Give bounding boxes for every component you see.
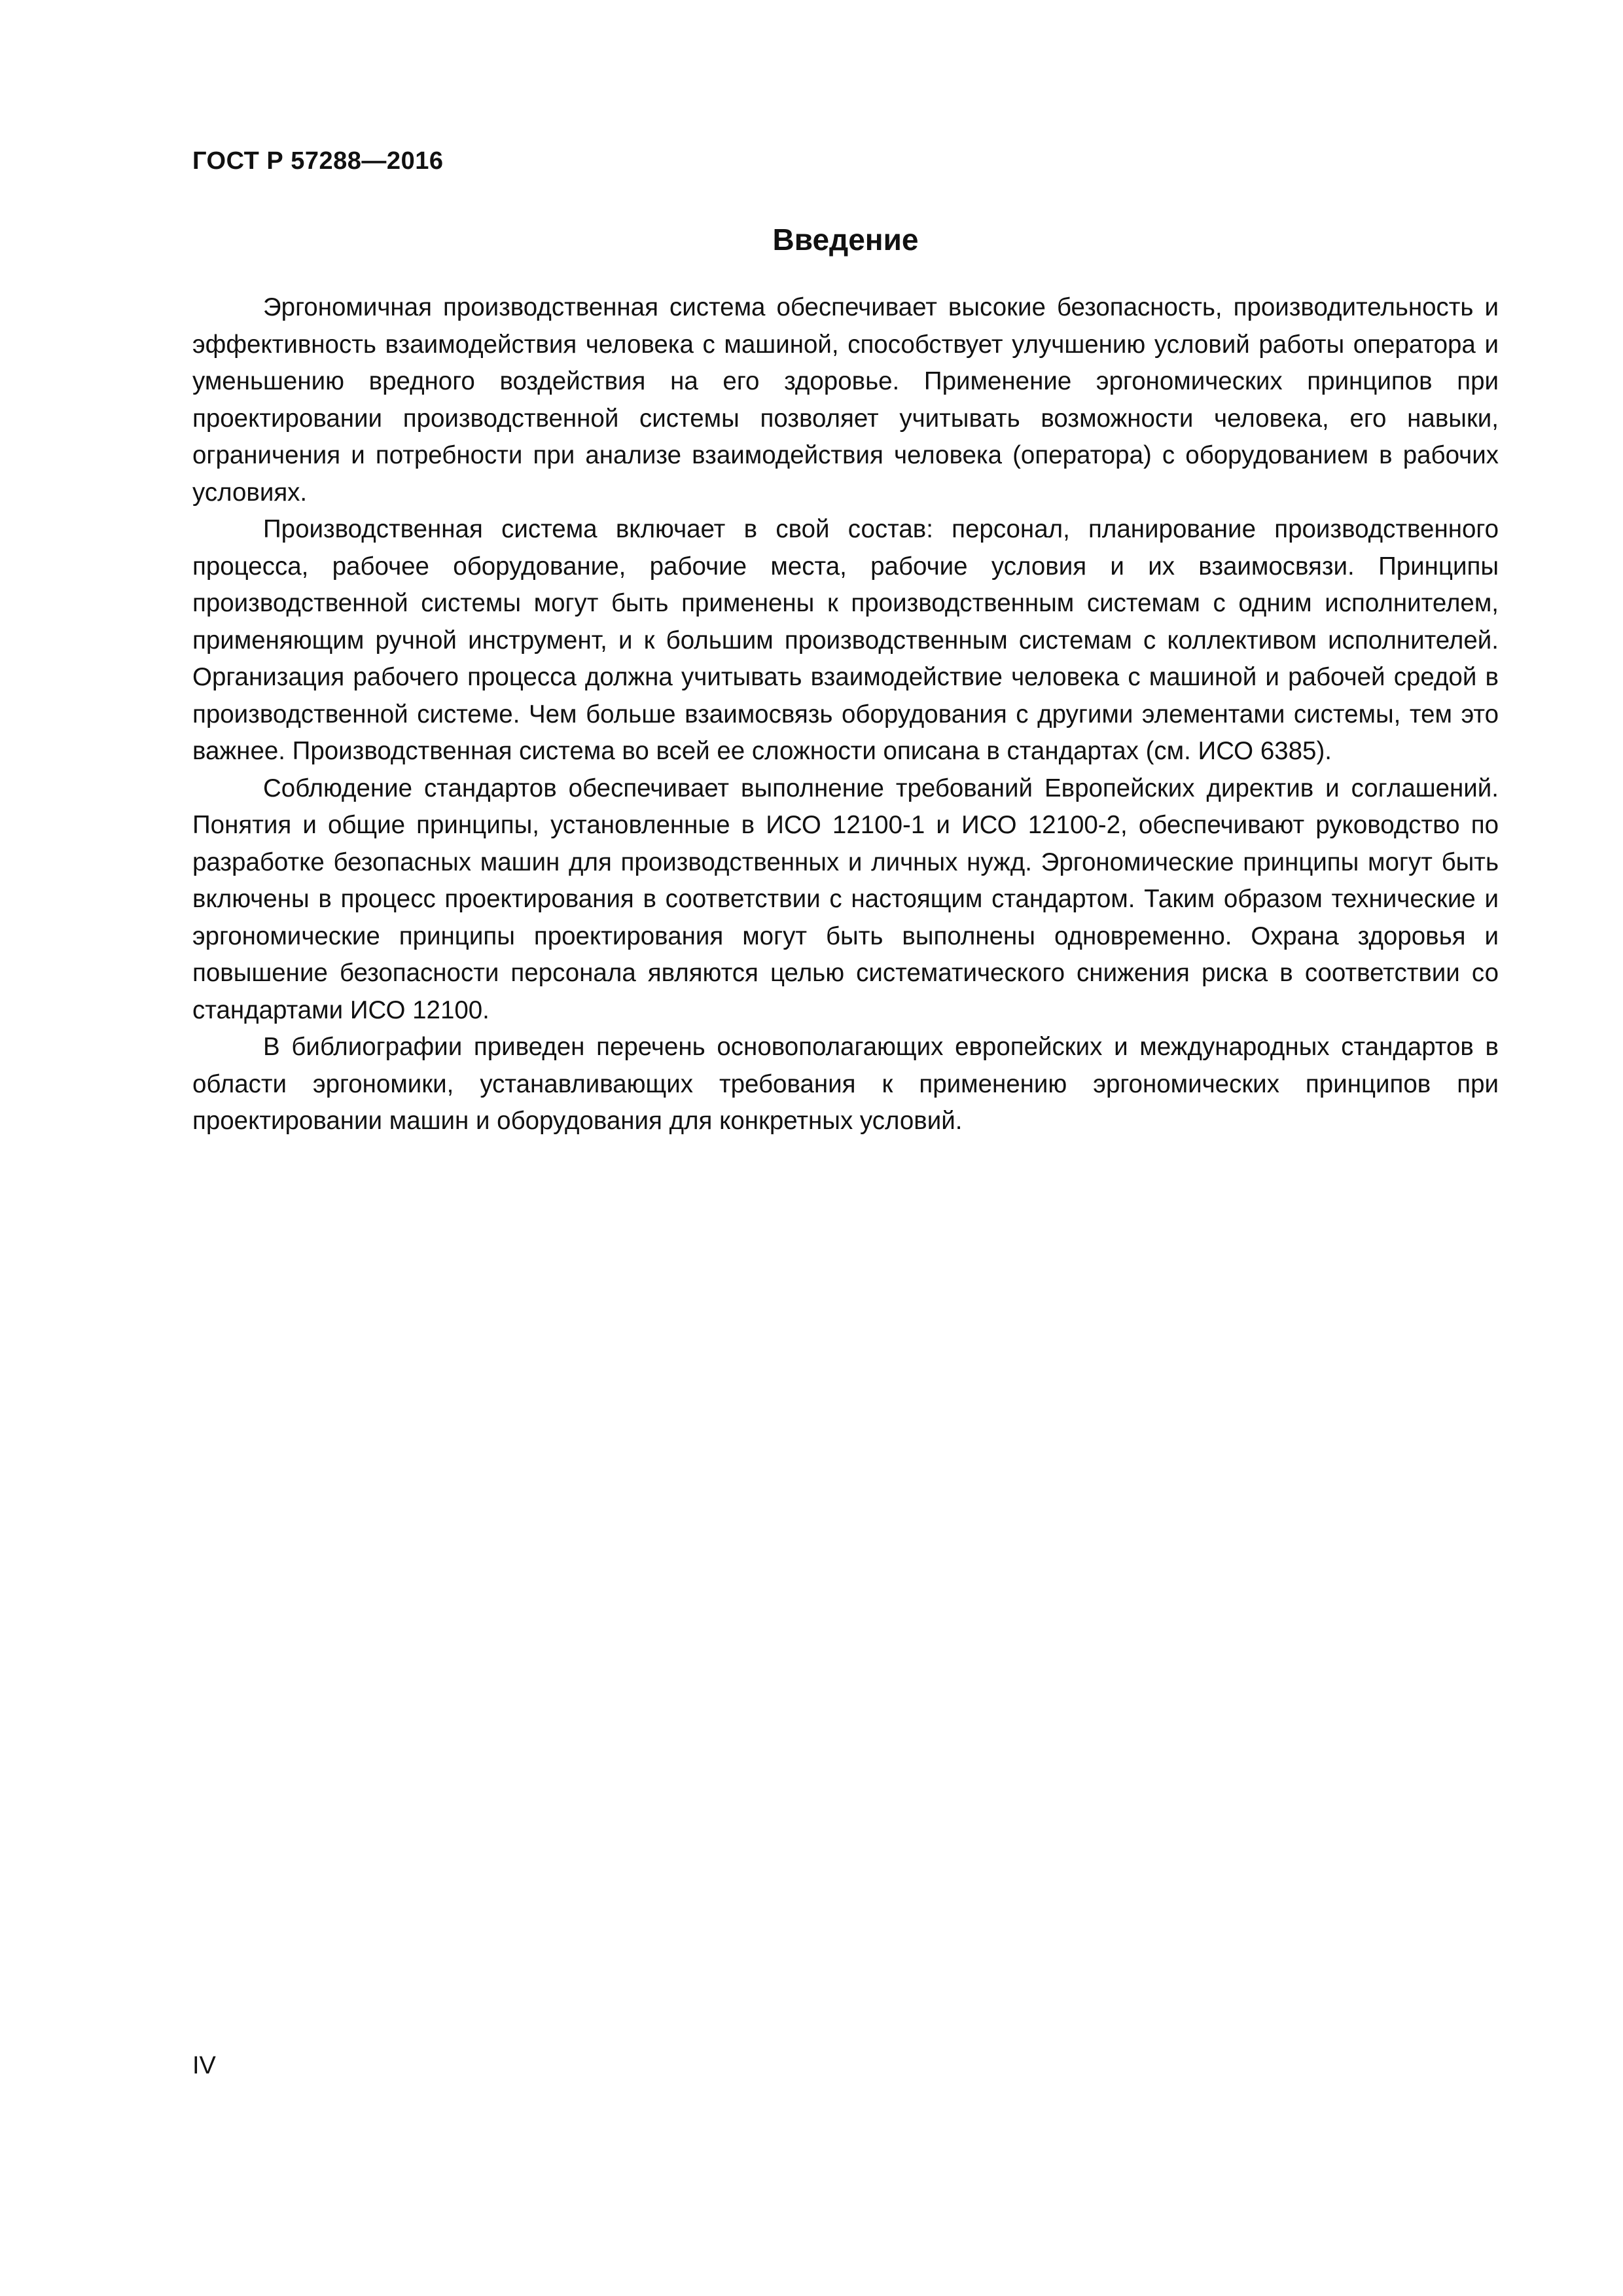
paragraph-4: В библиографии приведен перечень основополагающих европейских и международных стандартов в области эргономики, устанавливающих требования к применению эргономических принципов при проектировании машин и оборудования для конкретных условий. xyxy=(192,1033,1499,1135)
standard-designation: ГОСТ Р 57288—2016 xyxy=(192,147,444,175)
introduction-body xyxy=(192,289,1499,1140)
paragraph-3: Соблюдение стандартов обеспечивает выполнение требований Европейских директив и соглашений. Понятия и общие принципы, установленные в ИСО 12100-1 и ИСО 12100-2, обеспечивают руководство по разработке безопасных машин для производственных и личных нужд. Эргономические принципы могут быть включены в процесс проектирования в соответствии с настоящим стандартом. Таким образом технические и эргономические принципы проектирования могут быть выполнены одновременно. Охрана здоровья и повышение безопасности персонала являются целью систематического снижения риска в соответствии со стандартами ИСО 12100. xyxy=(192,774,1499,1024)
section-title: Введение xyxy=(772,223,919,257)
paragraph-2: Производственная система включает в свой состав: персонал, планирование производственного процесса, рабочее оборудование, рабочие места, рабочие условия и их взаимосвязи. Принципы производственной системы могут быть применены к производственным системам с одним исполнителем, применяющим ручной инструмент, и к большим производственным системам с коллективом исполнителей. Организация рабочего процесса должна учитывать взаимодействие человека с машиной и рабочей средой в производственной системе. Чем больше взаимосвязь оборудования с другими элементами системы, тем это важнее. Производственная система во всей ее сложности описана в стандартах (см. ИСО 6385). xyxy=(192,515,1499,765)
paragraph-1: Эргономичная производственная система обеспечивает высокие безопасность, производительность и эффективность взаимодействия человека с машиной, способствует улучшению условий работы оператора и уменьшению вредного воздействия на его здоровье. Применение эргономических принципов при проектировании производственной системы позволяет учитывать возможности человека, его навыки, ограничения и потребности при анализе взаимодействия человека (оператора) с оборудованием в рабочих условиях. xyxy=(192,293,1499,507)
page-number: IV xyxy=(192,2052,216,2079)
